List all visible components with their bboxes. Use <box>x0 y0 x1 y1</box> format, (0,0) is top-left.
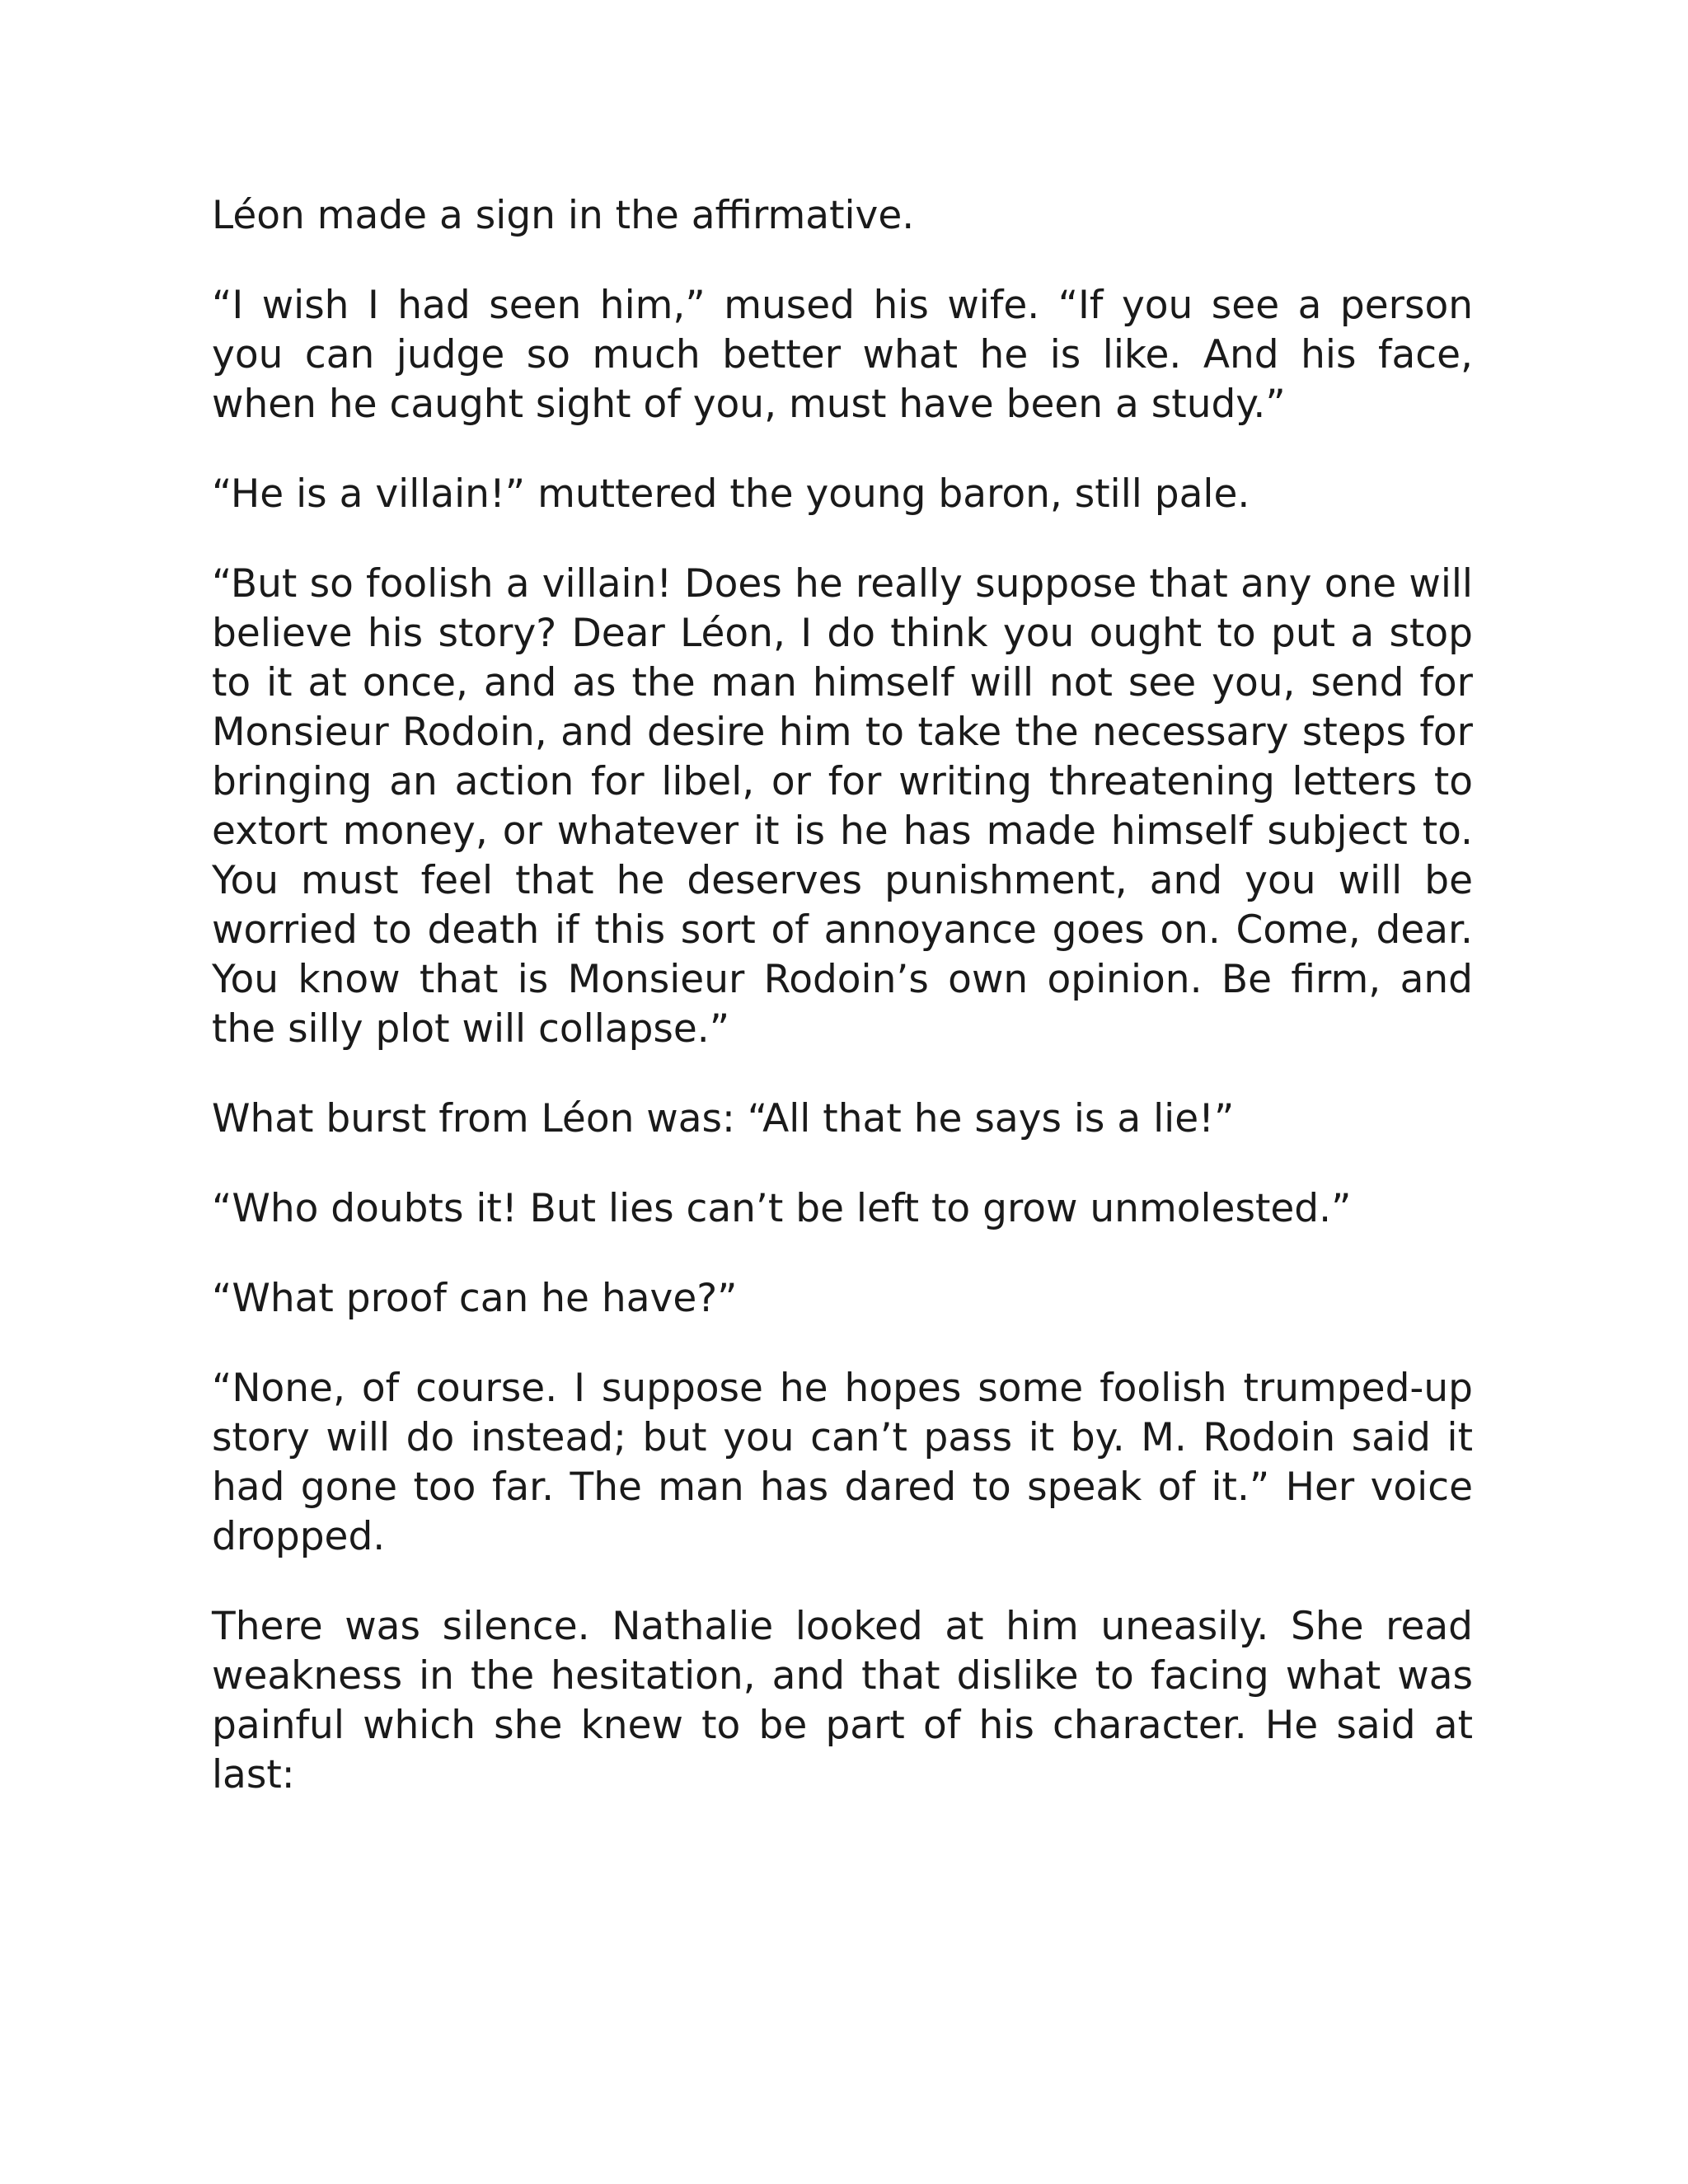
paragraph: “Who doubts it! But lies can’t be left to grow unmolested.” <box>212 1186 1352 1231</box>
paragraph: “But so foolish a villain! Does he really suppose that any one will believe his story? Dear Léon, I do think you ought to put a stop to it at once, and as the man himself will not see you, send for Monsieur Rodoin, and desire him to take the necessary steps for bringing an action for libel, or for writing threatening letters to extort money, or whatever it is he has made himself subject to. You must feel that he deserves punishment, and you will be worried to death if this sort of annoyance goes on. Come, dear. You know that is Monsieur Rodoin’s own opinion. Be firm, and the silly plot will collapse.” <box>212 561 1473 1052</box>
paragraph: “None, of course. I suppose he hopes some foolish trumped-up story will do instead; but you can’t pass it by. M. Rodoin said it had gone too far. The man has dared to speak of it.” Her voice dropped. <box>212 1366 1473 1559</box>
paragraph: “He is a villain!” muttered the young baron, still pale. <box>212 471 1250 517</box>
body-text <box>212 191 1473 1840</box>
paragraph: “I wish I had seen him,” mused his wife. “If you see a person you can judge so much better what he is like. And his face, when he caught sight of you, must have been a study.” <box>212 283 1473 427</box>
paragraph: There was silence. Nathalie looked at him uneasily. She read weakness in the hesitation, and that dislike to facing what was painful which she knew to be part of his character. He said at last: <box>212 1604 1473 1797</box>
paragraph: What burst from Léon was: “All that he says is a lie!” <box>212 1096 1235 1141</box>
paragraph: “What proof can he have?” <box>212 1276 738 1321</box>
paragraph: Léon made a sign in the affirmative. <box>212 193 915 238</box>
